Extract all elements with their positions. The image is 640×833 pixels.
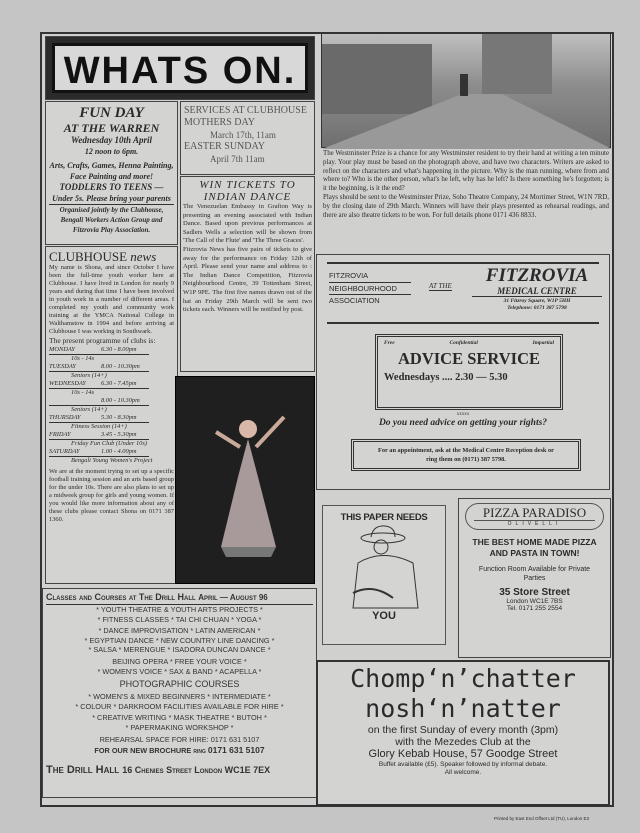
clubhouse-title-text: CLUBHOUSE bbox=[49, 249, 128, 264]
schedule-time: 5.30 - 8.30pm bbox=[101, 414, 137, 421]
advice-title: ADVICE SERVICE bbox=[398, 349, 540, 368]
schedule-row bbox=[49, 431, 174, 448]
pizza-name: PIZZA PARADISO bbox=[474, 506, 595, 521]
tag-confidential: Confidential bbox=[449, 340, 478, 346]
schedule-time: 3.45 - 5.30pm bbox=[101, 431, 137, 438]
fun-day-ages: TODDLERS TO TEENS — bbox=[59, 182, 164, 192]
westminster-paragraph: The Westminster Prize is a chance for any Westminster resident to try their hand at writing a ten minute play. Your play must be based on the photograph above, and have two characters. Writers are asked to reflect on the characters and what's happening in the picture. Why is the man running, where from and where to? Who is the other person, what's he left, why has he left? Is there something he's forgotten; is it the beginning, is it the end? bbox=[323, 150, 609, 193]
fun-day-activities: Arts, Crafts, Games, Henna Painting, Face Painting and more! bbox=[49, 161, 174, 181]
chomp-venue: Glory Kebab House, 57 Goodge Street bbox=[368, 748, 558, 760]
schedule-day: THURSDAY bbox=[49, 414, 81, 421]
brochure-phone: 0171 631 5107 bbox=[207, 745, 265, 756]
schedule-row bbox=[49, 414, 174, 431]
chomp-with: with the Mezedes Club at the bbox=[395, 736, 531, 748]
schedule-time-line bbox=[49, 431, 149, 440]
pizza-paradiso-ad bbox=[458, 498, 611, 658]
tickets-paragraph: Fitzrovia News has five pairs of tickets to give away for the performance on Friday 12th of April. Please send your name and address to : The Indian Dance Competition, Fitzrovia Neighbourhood Centre, 39 Tottenham Street, W1P 9PE. The first five names drawn out of the hat an Friday 29th March will be sent two tickets each. Winners will be notified by post. bbox=[183, 245, 312, 314]
schedule bbox=[49, 346, 174, 465]
schedule-group: Seniors (14+) bbox=[71, 372, 107, 379]
schedule-day: FRIDAY bbox=[49, 431, 71, 438]
clubhouse-title bbox=[49, 249, 174, 264]
schedule-time: 8.00 - 10.30pm bbox=[101, 397, 140, 404]
drill-hall-title: Classes and Courses at The Drill Hall bbox=[46, 592, 196, 602]
course-line: * CREATIVE WRITING * MASK THEATRE * BUTOH * bbox=[92, 713, 267, 723]
drill-hall-course-list bbox=[46, 605, 313, 744]
drill-hall-address: 16 Chenies Street London WC1E 7EX bbox=[122, 764, 271, 775]
centre-address: 31 Fitzroy Square, W1P 5HH bbox=[503, 298, 571, 304]
services-title: SERVICES AT CLUBHOUSE bbox=[184, 105, 307, 116]
service-name: MOTHERS DAY bbox=[184, 117, 256, 128]
whats-on-title: WHATS ON. bbox=[52, 43, 308, 93]
association-name bbox=[329, 270, 411, 307]
medical-centre bbox=[472, 266, 602, 312]
schedule-day: MONDAY bbox=[49, 346, 75, 353]
schedule-group: Fitness Session (14+) bbox=[71, 423, 127, 430]
association-line: ASSOCIATION bbox=[329, 296, 380, 305]
fun-day-date: Wednesday 10th April bbox=[70, 135, 152, 145]
schedule-time-line bbox=[49, 346, 149, 355]
drill-hall-footer bbox=[46, 763, 313, 776]
schedule-row bbox=[49, 363, 174, 380]
service-name: EASTER SUNDAY bbox=[184, 141, 266, 152]
advice-service-ad bbox=[316, 254, 610, 490]
schedule-time-line bbox=[49, 414, 149, 423]
advice-header bbox=[327, 262, 599, 324]
schedule-group: Bengali Young Women's Project bbox=[71, 457, 153, 464]
pizza-city: London WC1E 7BS bbox=[506, 598, 563, 605]
course-line: * SALSA * MERENGUE * ISADORA DUNCAN DANCE * bbox=[88, 645, 271, 655]
schedule-row bbox=[49, 346, 174, 363]
brochure-label: FOR OUR NEW BROCHURE bbox=[94, 746, 192, 756]
course-line: * FITNESS CLASSES * TAI CHI CHUAN * YOGA * bbox=[97, 614, 262, 624]
course-line: * EGYPTIAN DANCE * NEW COUNTRY LINE DANCING * bbox=[84, 635, 275, 645]
divider: xxxxx bbox=[456, 412, 470, 417]
dancer-illustration bbox=[176, 377, 316, 585]
appointment-box: For an appointment, ask at the Medical Centre Reception desk or ring them on (0171) 387 5798. bbox=[351, 439, 581, 471]
course-line: * PAPERMAKING WORKSHOP * bbox=[125, 722, 234, 732]
centre-subtitle: MEDICAL CENTRE bbox=[472, 286, 602, 297]
drill-hall-box bbox=[42, 588, 317, 798]
schedule-row bbox=[49, 397, 174, 414]
schedule-time: 8.00 - 10.30pm bbox=[101, 363, 140, 370]
schedule-time-line bbox=[49, 397, 149, 406]
brochure-line bbox=[46, 746, 313, 758]
schedule-group: Friday Fun Club (Under 10s) bbox=[71, 440, 147, 447]
schedule-day bbox=[49, 397, 101, 405]
at-the-label: AT THE bbox=[429, 282, 452, 290]
association-line: NEIGHBOURHOOD bbox=[329, 283, 411, 296]
schedule-time: 6.30 - 8.00pm bbox=[101, 346, 137, 353]
tickets-title: WIN TICKETS TO INDIAN DANCE bbox=[199, 179, 296, 203]
chomp-when: on the first Sunday of every month (3pm) bbox=[367, 724, 559, 736]
schedule-group: 10s - 14s bbox=[71, 389, 95, 396]
pizza-logo bbox=[465, 503, 604, 530]
chomp-buffet: Buffet available (£5). Speaker followed by informal debate. bbox=[378, 761, 548, 768]
pointing-man-illustration bbox=[323, 523, 447, 613]
indian-dance-photo bbox=[175, 376, 315, 584]
whats-on-banner bbox=[45, 36, 315, 100]
chomp-welcome: All welcome. bbox=[444, 769, 482, 776]
schedule-group: 10s - 14s bbox=[71, 355, 95, 362]
course-line: BEIJING OPERA * FREE YOUR VOICE * bbox=[112, 656, 247, 666]
paper-needs-you-ad bbox=[322, 505, 446, 645]
service-time: March 17th, 11am bbox=[210, 130, 276, 140]
tickets-box bbox=[180, 176, 315, 372]
schedule-day: SATURDAY bbox=[49, 448, 80, 455]
schedule-row bbox=[49, 448, 174, 465]
printer-credit: Printed by East End Offset Ltd (TU), London E3 bbox=[494, 816, 589, 821]
association-line: FITZROVIA bbox=[329, 270, 411, 283]
drill-hall-header bbox=[46, 591, 313, 605]
service-time: April 7th 11am bbox=[210, 154, 265, 164]
advice-question: Do you need advice on getting your rights? bbox=[378, 418, 548, 428]
schedule-time: 1.00 - 4.00pm bbox=[101, 448, 137, 455]
brochure-ring: RING bbox=[193, 749, 206, 756]
schedule-day: WEDNESDAY bbox=[49, 380, 86, 387]
fun-day-subtitle: AT THE WARREN bbox=[63, 121, 160, 135]
tag-impartial: Impartial bbox=[532, 340, 554, 346]
clubhouse-intro: My name is Shona, and since October I have been the full-time youth worker here at Clubhouse. I have lived in London for nearly 9 years and during that time I have been involved in youth work in a number of different areas. I completed my youth and community work training at the YMCA National College in Walthamstow in 1994 and before arriving at Clubhouse I was working in Southwark. bbox=[49, 264, 174, 335]
course-line: REHEARSAL SPACE FOR HIRE: 0171 631 5107 bbox=[99, 734, 260, 744]
fun-day-note: Under 5s. Please bring your parents bbox=[49, 193, 174, 205]
paper-needs-heading: THIS PAPER NEEDS bbox=[340, 512, 428, 523]
schedule-row bbox=[49, 380, 174, 397]
course-line: * YOUTH THEATRE & YOUTH ARTS PROJECTS * bbox=[96, 605, 263, 614]
clubhouse-title-italic: news bbox=[130, 249, 157, 264]
course-line: * WOMEN'S & MIXED BEGINNERS * INTERMEDIATE * bbox=[88, 692, 271, 702]
clubhouse-box bbox=[45, 246, 178, 584]
tag-free: Free bbox=[384, 340, 395, 346]
course-line: PHOTOGRAPHIC COURSES bbox=[119, 679, 240, 690]
pizza-phone: Tel. 0171 255 2554 bbox=[506, 605, 563, 612]
chomp-headline-1: Chomp‘n’chatter bbox=[350, 664, 576, 693]
pizza-subname: OLIVELLI bbox=[507, 521, 562, 527]
fun-day-time: 12 noon to 6pm. bbox=[84, 147, 139, 156]
westminster-prize-text bbox=[321, 149, 611, 245]
course-line: * WOMEN'S VOICE * SAX & BAND * ACAPELLA * bbox=[97, 666, 262, 676]
fun-day-box bbox=[45, 101, 178, 245]
drill-hall-dates: April — August 96 bbox=[198, 593, 268, 602]
street-photo bbox=[321, 33, 611, 148]
chomp-headline-2: nosh‘n’natter bbox=[365, 694, 561, 723]
centre-telephone: Telephone: 0171 387 5798 bbox=[507, 305, 567, 311]
advice-service-box bbox=[375, 334, 563, 410]
clubhouse-outro: We are at the moment trying to set up a specific football training session and an arts based group for the under 10s. There are also plans to set up a midweek group for girls and young women. If you would like more information about any of these clubs please contact Shona on 0171 387 1360. bbox=[49, 468, 174, 523]
tickets-paragraph: The Venezuelan Embassy in Grafton Way is presenting an evening associated with Indian Dance. Based upon previous performances at Sadlers Wells a selection will be shown from 'The Call of the Flute' and 'The Three Graces'. bbox=[183, 203, 312, 245]
schedule-time-line bbox=[49, 363, 149, 372]
clubhouse-programme: The present programme of clubs is: bbox=[49, 336, 156, 345]
services-box bbox=[180, 101, 315, 175]
advice-hours: Wednesdays .... 2.30 — 5.30 bbox=[384, 372, 508, 383]
street-scene-illustration bbox=[322, 34, 612, 149]
pizza-function-room: Function Room Available for Private Parties bbox=[478, 566, 591, 582]
fun-day-organisers: Organised jointly by the Clubhouse, Bengali Workers Action Group and Fitzrovia Play Association. bbox=[59, 206, 164, 234]
schedule-time: 6.30 - 7.45pm bbox=[101, 380, 137, 387]
paper-needs-you: YOU bbox=[372, 610, 396, 622]
schedule-group: Seniors (14+) bbox=[71, 406, 107, 413]
course-line: * COLOUR * DARKROOM FACILITIES AVAILABLE FOR HIRE * bbox=[75, 701, 284, 711]
drill-hall-name: The Drill Hall bbox=[46, 763, 120, 776]
westminster-paragraph: Plays should be sent to the Westminster Prize, Soho Theatre Company, 24 Mortimer Street, W1N 7RD, by the closing date of 29th March. Winners will have their plays presented as rehearsal readings, and there are also theatre tickets to be won. For full details phone 0171 436 8833. bbox=[323, 193, 609, 219]
fun-day-title: FUN DAY bbox=[79, 105, 144, 121]
schedule-time-line bbox=[49, 380, 149, 389]
pizza-street: 35 Store Street bbox=[499, 587, 570, 598]
schedule-day: TUESDAY bbox=[49, 363, 76, 370]
chomp-n-chatter-ad bbox=[316, 660, 610, 806]
course-line: * DANCE IMPROVISATION * LATIN AMERICAN * bbox=[98, 626, 261, 636]
centre-name: FITZROVIA bbox=[485, 265, 589, 286]
pizza-headline: THE BEST HOME MADE PIZZA AND PASTA IN TOWN! bbox=[472, 537, 597, 558]
schedule-time-line bbox=[49, 448, 149, 457]
